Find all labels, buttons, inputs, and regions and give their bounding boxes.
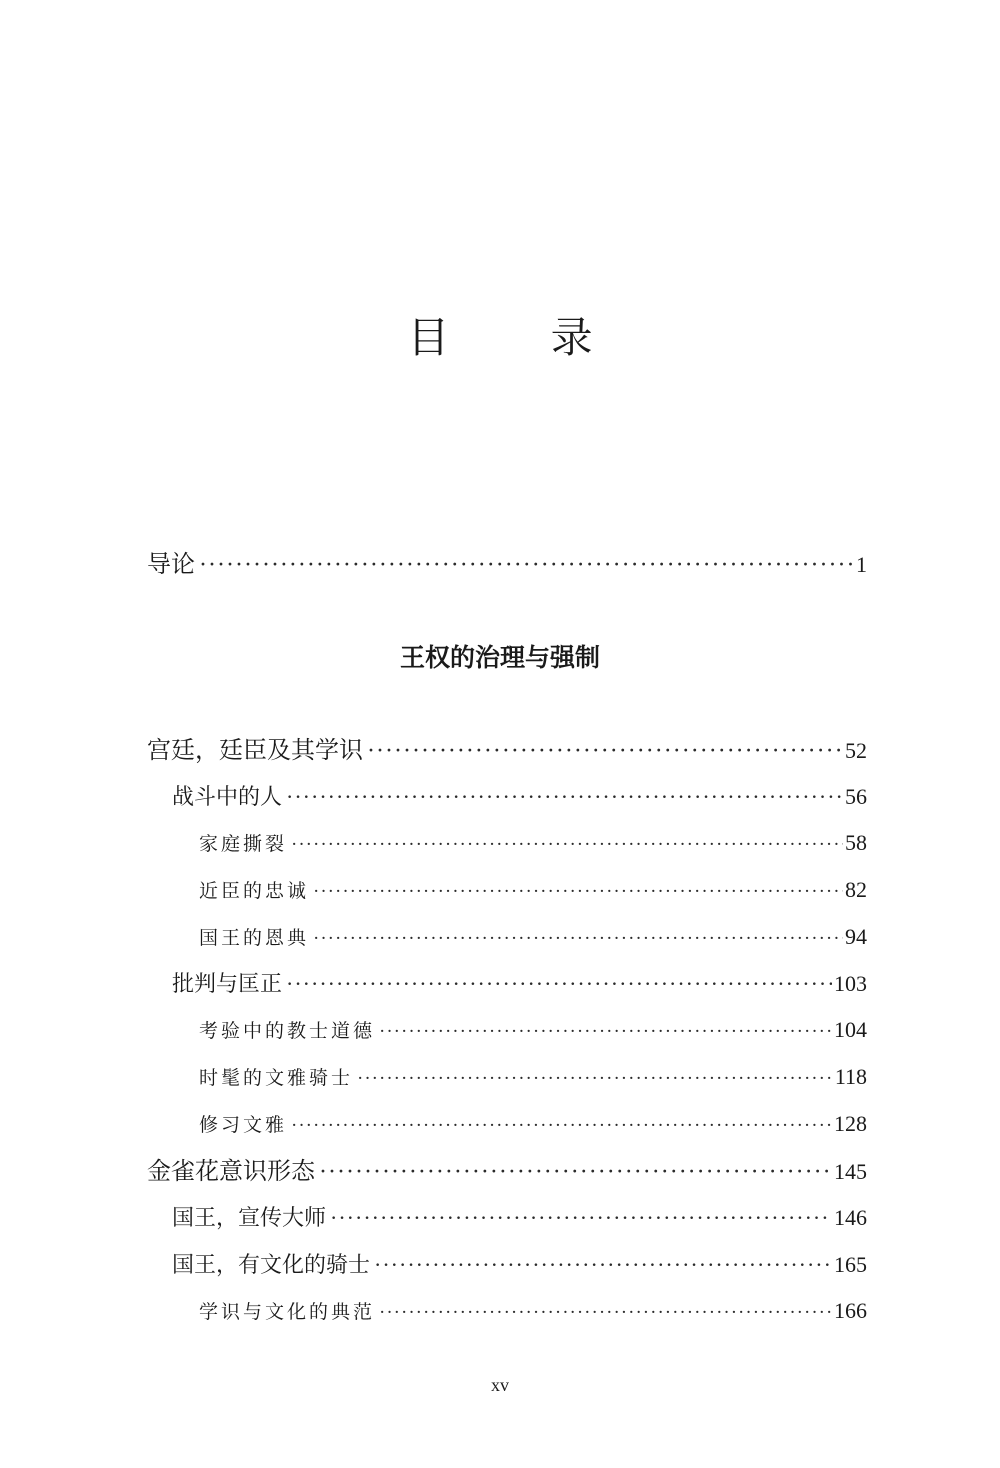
toc-entry-intro[interactable] [147, 546, 867, 582]
toc-entry[interactable] [172, 966, 867, 1002]
dot-leader [286, 966, 832, 1002]
dot-leader [319, 1154, 832, 1190]
toc-entry[interactable] [199, 872, 867, 908]
toc-entry[interactable] [199, 1293, 867, 1329]
toc-entry-page: 58 [845, 830, 867, 855]
dot-leader [313, 921, 843, 957]
toc-entry-page: 52 [845, 738, 867, 763]
dot-leader [286, 779, 843, 815]
toc-entry-page: 165 [834, 1252, 867, 1277]
dot-leader [291, 827, 843, 863]
toc-entry-label: 考验中的教士道德 [199, 1020, 376, 1042]
dot-leader [291, 1108, 832, 1144]
dot-leader [374, 1247, 832, 1283]
toc-entry[interactable] [172, 1247, 867, 1283]
toc-entry-label: 金雀花意识形态 [147, 1157, 315, 1185]
toc-entry-label: 宫廷，廷臣及其学识 [147, 736, 363, 764]
toc-entry-label: 近臣的忠诚 [199, 880, 310, 902]
toc-entry-page: 146 [834, 1205, 867, 1230]
toc-entry-label: 国王的恩典 [199, 927, 310, 949]
toc-entry-page: 104 [834, 1017, 867, 1042]
toc-entry-label: 批判与匡正 [172, 972, 283, 997]
toc-entry[interactable] [172, 779, 867, 815]
dot-leader [379, 1014, 832, 1050]
toc-entry-page: 103 [834, 971, 867, 996]
toc-entry-page: 145 [834, 1159, 867, 1184]
dot-leader [367, 733, 843, 769]
toc-entry[interactable] [199, 1106, 867, 1142]
toc-entry-label: 导论 [147, 550, 195, 578]
toc-entry-page: 94 [845, 924, 867, 949]
dot-leader [379, 1295, 832, 1331]
toc-entry[interactable] [199, 1012, 867, 1048]
toc-entry-page: 166 [834, 1298, 867, 1323]
toc-entry[interactable] [147, 1153, 867, 1189]
toc-entry-page: 1 [856, 552, 867, 577]
dot-leader [330, 1200, 832, 1236]
toc-entry[interactable] [172, 1200, 867, 1236]
toc-entry[interactable] [199, 919, 867, 955]
toc-entry[interactable] [199, 825, 867, 861]
dot-leader [313, 874, 843, 910]
toc-entry-label: 战斗中的人 [172, 785, 283, 810]
toc-entry-label: 修习文雅 [199, 1114, 288, 1136]
page-title: 目 录 [407, 313, 637, 362]
toc-entry-page: 128 [834, 1111, 867, 1136]
toc-entry[interactable] [199, 1059, 867, 1095]
toc-entry-label: 学识与文化的典范 [199, 1301, 376, 1323]
part-heading: 王权的治理与强制 [399, 643, 600, 672]
toc-entry-page: 56 [845, 784, 867, 809]
toc-entry-label: 国王，宣传大师 [172, 1206, 327, 1231]
toc-entry-page: 118 [834, 1064, 867, 1089]
toc-entry[interactable] [147, 732, 867, 768]
dot-leader [357, 1061, 833, 1097]
toc-entry-page: 82 [845, 877, 867, 902]
page-folio: xv [491, 1375, 509, 1395]
toc-entry-label: 时髦的文雅骑士 [199, 1067, 354, 1089]
toc-entry-label: 国王，有文化的骑士 [172, 1253, 371, 1278]
toc-entry-label: 家庭撕裂 [199, 833, 288, 855]
dot-leader [199, 547, 854, 583]
